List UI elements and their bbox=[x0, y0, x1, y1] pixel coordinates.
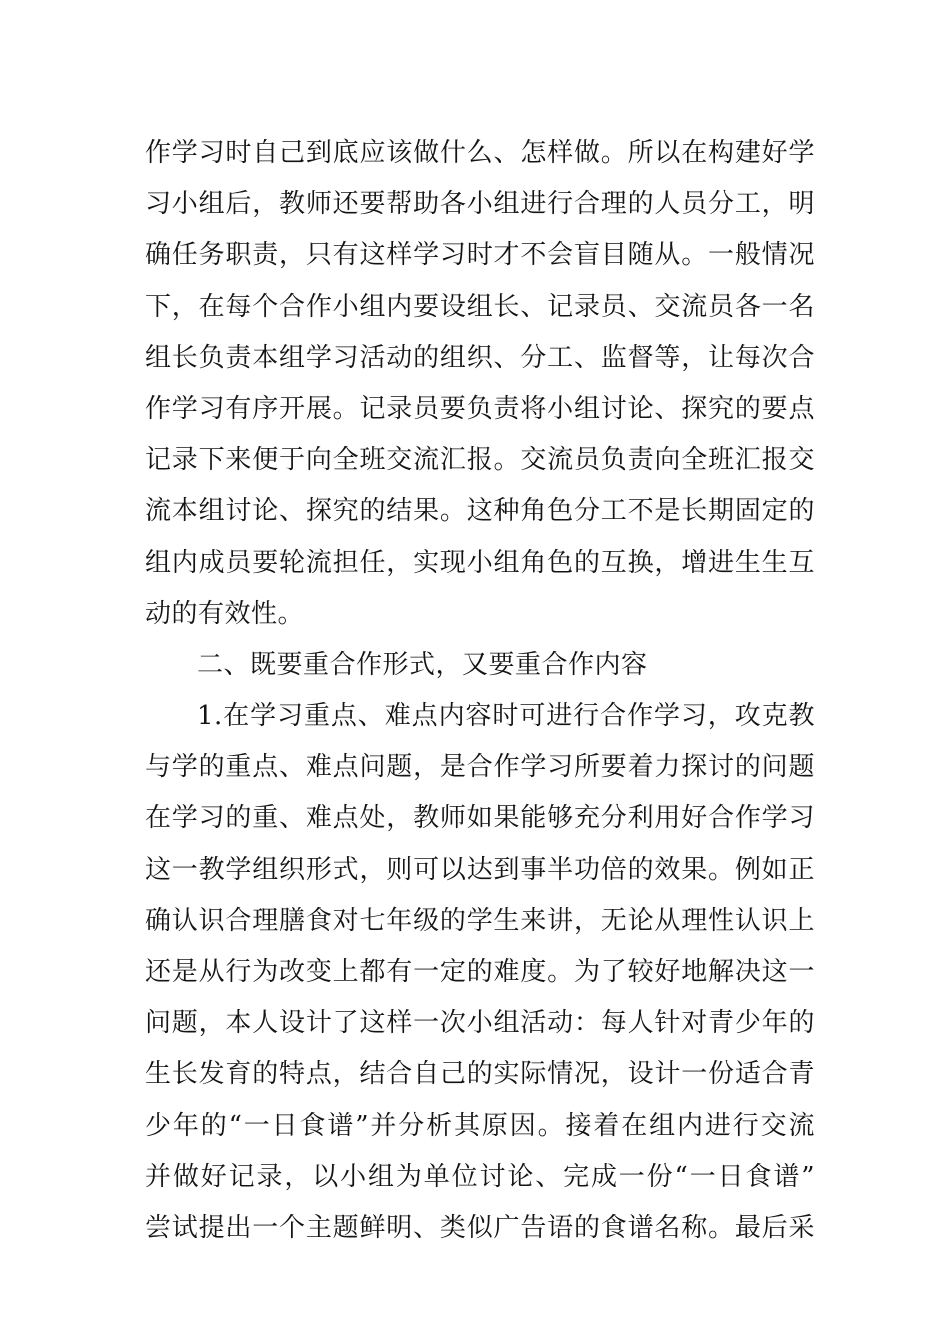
paragraph-1-line-7: 记录下来便于向全班交流汇报。交流员负责向全班汇报交 bbox=[145, 445, 815, 476]
paragraph-2-line-9: 少年的“一日食谱”并分析其原因。接着在组内进行交流 bbox=[145, 1110, 815, 1141]
paragraph-2-line-8: 生长发育的特点，结合自己的实际情况，设计一份适合青 bbox=[145, 1059, 815, 1090]
paragraph-1-line-2: 习小组后，教师还要帮助各小组进行合理的人员分工，明 bbox=[145, 189, 815, 220]
paragraph-2-line-10: 并做好记录，以小组为单位讨论、完成一份“一日食谱” bbox=[145, 1161, 815, 1192]
paragraph-1-line-8: 流本组讨论、探究的结果。这种角色分工不是长期固定的 bbox=[145, 496, 815, 527]
paragraph-2-line-11: 尝试提出一个主题鲜明、类似广告语的食谱名称。最后采 bbox=[145, 1212, 815, 1243]
paragraph-1-line-10: 动的有效性。 bbox=[145, 598, 305, 629]
paragraph-1-line-4: 下，在每个合作小组内要设组长、记录员、交流员各一名 bbox=[145, 291, 815, 322]
paragraph-1-line-9: 组内成员要轮流担任，实现小组角色的互换，增进生生互 bbox=[145, 547, 815, 578]
paragraph-2-line-4: 这一教学组织形式，则可以达到事半功倍的效果。例如正 bbox=[145, 854, 815, 885]
paragraph-2-line-5: 确认识合理膳食对七年级的学生来讲，无论从理性认识上 bbox=[145, 905, 815, 936]
paragraph-2-line-3: 在学习的重、难点处，教师如果能够充分利用好合作学习 bbox=[145, 803, 815, 834]
paragraph-2-line-1: 1.在学习重点、难点内容时可进行合作学习，攻克教 bbox=[197, 701, 815, 732]
paragraph-2-line-7: 问题，本人设计了这样一次小组活动：每人针对青少年的 bbox=[145, 1008, 815, 1039]
paragraph-1-line-5: 组长负责本组学习活动的组织、分工、监督等，让每次合 bbox=[145, 342, 815, 373]
paragraph-1-line-3: 确任务职责，只有这样学习时才不会盲目随从。一般情况 bbox=[145, 240, 815, 271]
paragraph-2-line-2: 与学的重点、难点问题，是合作学习所要着力探讨的问题 bbox=[145, 752, 815, 783]
document-body bbox=[145, 128, 815, 1254]
paragraph-2-line-6: 还是从行为改变上都有一定的难度。为了较好地解决这一 bbox=[145, 957, 815, 987]
section-heading: 二、既要重合作形式，又要重合作内容 bbox=[197, 649, 648, 680]
paragraph-1-line-6: 作学习有序开展。记录员要负责将小组讨论、探究的要点 bbox=[145, 393, 815, 424]
paragraph-1-line-1: 作学习时自己到底应该做什么、怎样做。所以在构建好学 bbox=[145, 138, 815, 168]
